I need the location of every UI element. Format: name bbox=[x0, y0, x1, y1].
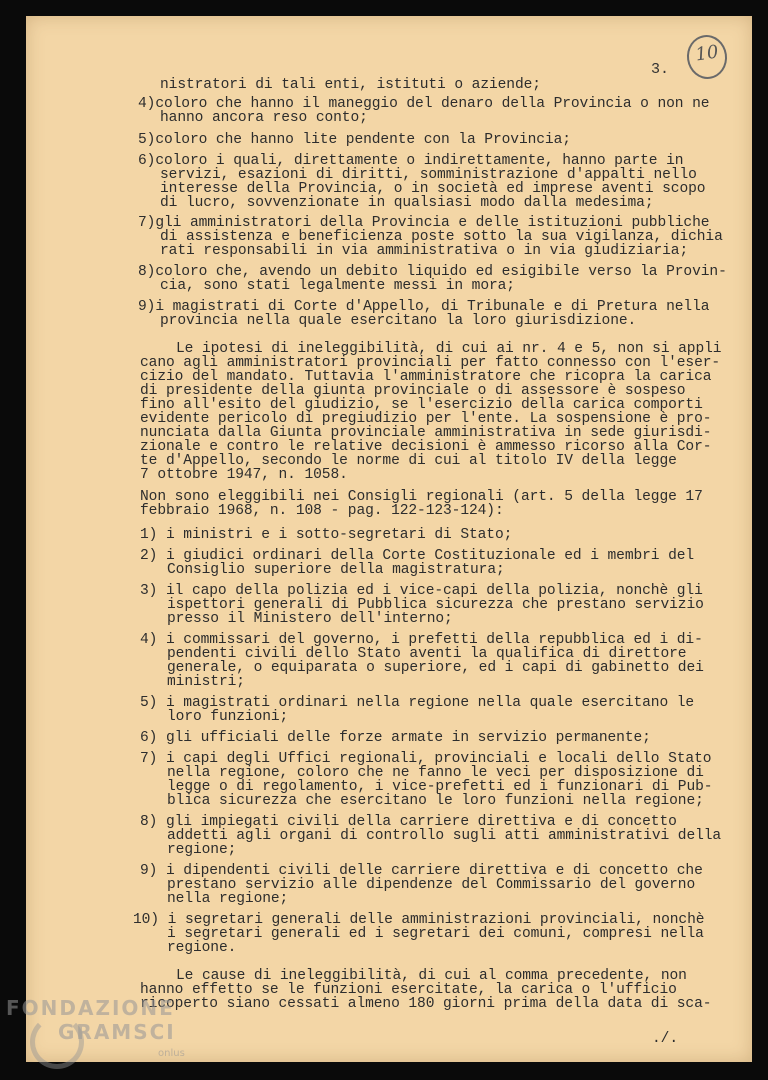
text-line: 8)coloro che, avendo un debito liquido ed esigibile verso la Provin- bbox=[138, 264, 727, 280]
text-line: presso il Ministero dell'interno; bbox=[167, 611, 453, 627]
text-line: di presidente della giunta provinciale o di assessore è sospeso bbox=[140, 383, 686, 399]
text-line: 5)coloro che hanno lite pendente con la Provincia; bbox=[138, 132, 571, 148]
text-line: 7)gli amministratori della Provincia e delle istituzioni pubbliche bbox=[138, 215, 710, 231]
continuation-mark: ./. bbox=[652, 1031, 678, 1047]
text-line: di lucro, sovvenzionate in qualsiasi modo dalla medesima; bbox=[160, 195, 654, 211]
text-line: generale, o equiparata o superiore, ed i capi di gabinetto dei bbox=[167, 660, 704, 676]
text-line: interesse della Provincia, o in società ed imprese aventi scopo bbox=[160, 181, 706, 197]
text-line: nunciata dalla Giunta provinciale amministrativa in sede giurisdi- bbox=[140, 425, 712, 441]
watermark-text: onlus bbox=[158, 1048, 185, 1059]
text-line: 9) i dipendenti civili delle carriere direttiva e di concetto che bbox=[140, 863, 703, 879]
text-line: 5) i magistrati ordinari nella regione nella quale esercitano le bbox=[140, 695, 695, 711]
text-line: i segretari generali ed i segretari dei comuni, compresi nella bbox=[167, 926, 704, 942]
text-line: 6) gli ufficiali delle forze armate in servizio permanente; bbox=[140, 730, 651, 746]
page-number: 3. bbox=[651, 61, 670, 78]
text-line: 2) i giudici ordinari della Corte Costituzionale ed i membri del bbox=[140, 548, 695, 564]
text-line: provincia nella quale esercitano la loro giurisdizione. bbox=[160, 313, 637, 329]
text-line: Le ipotesi di ineleggibilità, di cui ai nr. 4 e 5, non si appli bbox=[176, 341, 722, 357]
text-line: 8) gli impiegati civili della carriere direttiva e di concetto bbox=[140, 814, 677, 830]
text-line: te d'Appello, secondo le norme di cui al titolo IV della legge bbox=[140, 453, 677, 469]
text-line: di assistenza e beneficienza poste sotto la sua vigilanza, dichia bbox=[160, 229, 723, 245]
text-line: servizi, esazioni di diritti, somministrazione d'appalti nello bbox=[160, 167, 697, 183]
text-line: 6)coloro i quali, direttamente o indirettamente, hanno parte in bbox=[138, 153, 684, 169]
text-line: ispettori generali di Pubblica sicurezza che prestano servizio bbox=[167, 597, 704, 613]
text-line: rati responsabili in via amministrativa o in via giudiziaria; bbox=[160, 243, 689, 259]
text-line: Consiglio superiore della magistratura; bbox=[167, 562, 505, 578]
text-line: cizio del mandato. Tuttavia l'amministratore che ricopra la carica bbox=[140, 369, 712, 385]
text-line: regione. bbox=[167, 940, 237, 956]
text-line: cia, sono stati legalmente messi in mora; bbox=[160, 278, 515, 294]
text-line: 7 ottobre 1947, n. 1058. bbox=[140, 467, 348, 483]
text-line: 4)coloro che hanno il maneggio del denaro della Provincia o non ne bbox=[138, 96, 710, 112]
text-line: legge o di regolamento, i vice-prefetti ed i funzionari di Pub- bbox=[167, 779, 713, 795]
text-line: hanno ancora reso conto; bbox=[160, 110, 368, 126]
text-line: ricoperto siano cessati almeno 180 giorni prima della data di sca- bbox=[140, 996, 712, 1012]
text-line: pendenti civili dello Stato aventi la qualifica di direttore bbox=[167, 646, 687, 662]
text-line: regione; bbox=[167, 842, 237, 858]
text-line: loro funzioni; bbox=[167, 709, 289, 725]
text-line: 3) il capo della polizia ed i vice-capi della polizia, nonchè gli bbox=[140, 583, 703, 599]
text-line: evidente pericolo di pregiudizio per l'ente. La sospensione è pro- bbox=[140, 411, 712, 427]
text-line: addetti agli organi di controllo sugli atti amministrativi della bbox=[167, 828, 722, 844]
text-line: ministri; bbox=[167, 674, 245, 690]
text-line: 7) i capi degli Uffici regionali, provinciali e locali dello Stato bbox=[140, 751, 712, 767]
text-line: cano agli amministratori provinciali per fatto connesso con l'eser- bbox=[140, 355, 721, 371]
text-line: prestano servizio alle dipendenze del Commissario del governo bbox=[167, 877, 696, 893]
text-line: 9)i magistrati di Corte d'Appello, di Tribunale e di Pretura nella bbox=[138, 299, 710, 315]
text-line: nella regione, coloro che ne fanno le veci per disposizione di bbox=[167, 765, 704, 781]
text-line: blica sicurezza che esercitano le loro funzioni nella regione; bbox=[167, 793, 704, 809]
text-line: Non sono eleggibili nei Consigli regionali (art. 5 della legge 17 bbox=[140, 489, 703, 505]
text-line: zionale e contro le relative decisioni è ammesso ricorso alla Cor- bbox=[140, 439, 712, 455]
text-line: Le cause di ineleggibilità, di cui al comma precedente, non bbox=[176, 968, 687, 984]
text-line: nistratori di tali enti, istituti o aziende; bbox=[160, 77, 541, 93]
text-line: febbraio 1968, n. 108 - pag. 122-123-124): bbox=[140, 503, 504, 519]
text-line: hanno effetto se le funzioni esercitate, la carica o l'ufficio bbox=[140, 982, 677, 998]
text-line: fino all'esito del giudizio, se l'esercizio della carica comporti bbox=[140, 397, 703, 413]
text-line: 4) i commissari del governo, i prefetti della repubblica ed i di- bbox=[140, 632, 703, 648]
stamp-number: 10 bbox=[694, 41, 720, 66]
text-line: nella regione; bbox=[167, 891, 289, 907]
watermark-text: FONDAZIONE bbox=[6, 996, 175, 1020]
text-line: 10) i segretari generali delle amministrazioni provinciali, nonchè bbox=[133, 912, 705, 928]
text-line: 1) i ministri e i sotto-segretari di Stato; bbox=[140, 527, 513, 543]
watermark-text: GRAMSCI bbox=[58, 1020, 176, 1044]
